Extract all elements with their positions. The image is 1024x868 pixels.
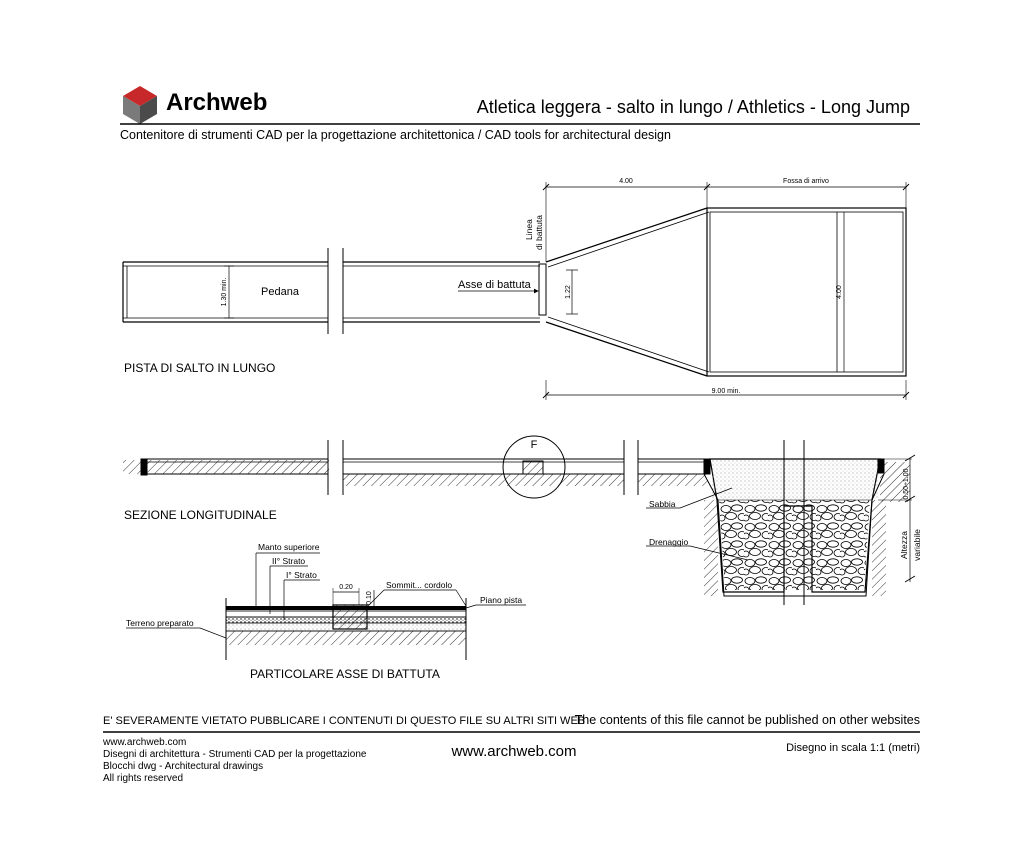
label-pedana: Pedana: [261, 286, 299, 298]
dim-400-top: 4.00: [619, 178, 633, 185]
footer-line-3: Blocchi dwg - Architectural drawings: [103, 761, 264, 772]
label-sommita-cordolo: Sommit... cordolo: [386, 580, 453, 590]
dim-050-100: 0.50÷1.00: [903, 468, 910, 500]
page-subtitle: Contenitore di strumenti CAD per la progettazione architettonica / CAD tools for architectural design: [120, 128, 671, 142]
label-linea: Linea: [524, 219, 534, 240]
dim-fossa-label: Fossa di arrivo: [783, 178, 829, 185]
warning-english: The contents of this file cannot be published on other websites: [574, 713, 920, 727]
page-title: Atletica leggera - salto in lungo / Athletics - Long Jump: [476, 97, 910, 117]
label-manto-superiore: Manto superiore: [258, 542, 320, 552]
footer-website[interactable]: www.archweb.com: [451, 743, 577, 760]
label-piano-pista: Piano pista: [480, 595, 523, 605]
brand-name: Archweb: [166, 89, 268, 116]
dim-020: 0.20: [339, 584, 353, 591]
footer-line-1: www.archweb.com: [103, 737, 187, 748]
dim-122: 1.22: [565, 285, 572, 299]
detail-title: PARTICOLARE ASSE DI BATTUTA: [250, 667, 440, 681]
footer-scale: Disegno in scala 1:1 (metri): [786, 742, 920, 754]
label-terreno-preparato: Terreno preparato: [126, 618, 194, 628]
dim-010: 0.10: [366, 591, 373, 605]
label-ii-strato: II° Strato: [272, 556, 306, 566]
warning-italian: E' SEVERAMENTE VIETATO PUBBLICARE I CONTENUTI DI QUESTO FILE SU ALTRI SITI WEB: [103, 715, 586, 727]
label-sabbia: Sabbia: [649, 499, 676, 509]
label-variabile: variabile: [912, 529, 922, 561]
footer-line-4: All rights reserved: [103, 773, 184, 784]
label-di-battuta: di battuta: [534, 215, 544, 250]
label-i-strato: I° Strato: [286, 570, 317, 580]
footer-line-2: Disegni di architettura - Strumenti CAD per la progettazione: [103, 749, 367, 760]
label-drenaggio: Drenaggio: [649, 537, 689, 547]
label-altezza: Altezza: [899, 531, 909, 559]
label-asse-di-battuta: Asse di battuta: [458, 279, 531, 291]
section-title: SEZIONE LONGITUDINALE: [124, 508, 277, 522]
dim-900: 9.00 min.: [711, 388, 741, 395]
archweb-logo: [123, 86, 157, 124]
detail-mark-f: F: [530, 439, 538, 451]
detail-view: [126, 553, 526, 660]
dim-130: 1.30 min.: [221, 277, 228, 307]
plan-title: PISTA DI SALTO IN LUNGO: [124, 361, 276, 375]
dim-400-side: 4.00: [836, 285, 843, 299]
